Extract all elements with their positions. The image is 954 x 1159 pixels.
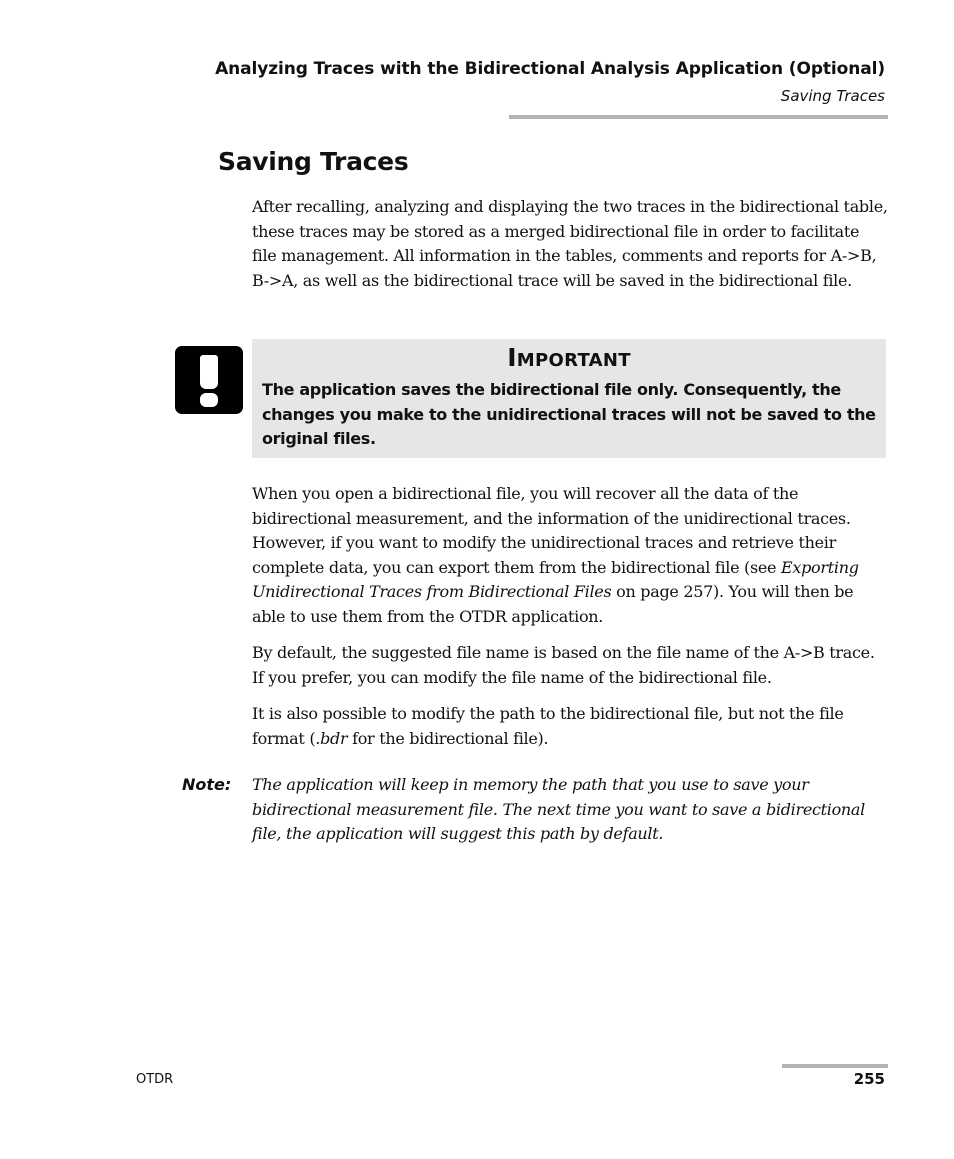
cross-reference-link[interactable]: Exporting Unidirectional Traces from Bidirectional Files — [252, 557, 859, 601]
intro-paragraph: After recalling, analyzing and displaying the two traces in the bidirectional table, these traces may be stored as a merged bidirectional file in order to facilitate file management. All information in the tables, comments and reports for A->B, B->A, as well as the bidirectional trace will be saved in the bidirectional file. — [252, 197, 888, 290]
page-number: 255 — [853, 1070, 885, 1088]
paragraph-text: on page 257). You will then be able to use them from the OTDR application. — [252, 582, 854, 626]
important-text: The application saves the bidirectional file only. Consequently, the changes you make to the unidirectional traces will not be saved to the original files. — [262, 380, 876, 448]
note-text: The application will keep in memory the path that you use to save your bidirectional measurement file. The next time you want to save a bidirectional file, the application will suggest this path by default. — [252, 775, 865, 843]
section-heading: Saving Traces — [218, 147, 409, 176]
exclamation-icon — [175, 346, 243, 414]
paragraph-text: for the bidirectional file). — [347, 728, 549, 748]
important-title: Important — [507, 343, 631, 372]
open-file-paragraph — [252, 482, 888, 629]
footer-product-name: OTDR — [136, 1072, 174, 1087]
header-chapter-title: Analyzing Traces with the Bidirectional Analysis Application (Optional) — [215, 59, 885, 79]
path-paragraph — [252, 702, 888, 751]
footer-rule — [782, 1064, 888, 1068]
file-extension: .bdr — [315, 728, 348, 748]
paragraph-text: When you open a bidirectional file, you will recover all the data of the bidirectional measurement, and the information of the unidirectional traces. However, if you want to modify the unidirectional traces and retrieve their complete data, you can export them from the bidirectional file (see — [252, 484, 851, 577]
important-callout — [252, 339, 886, 458]
header-rule — [509, 115, 888, 119]
header-section-title: Saving Traces — [780, 87, 885, 105]
running-header — [215, 57, 885, 108]
note-label: Note: — [182, 775, 232, 794]
default-filename-paragraph: By default, the suggested file name is based on the file name of the A->B trace. If you prefer, you can modify the file name of the bidirectional file. — [252, 643, 875, 687]
paragraph-text: It is also possible to modify the path to the bidirectional file, but not the file format ( — [252, 704, 844, 748]
